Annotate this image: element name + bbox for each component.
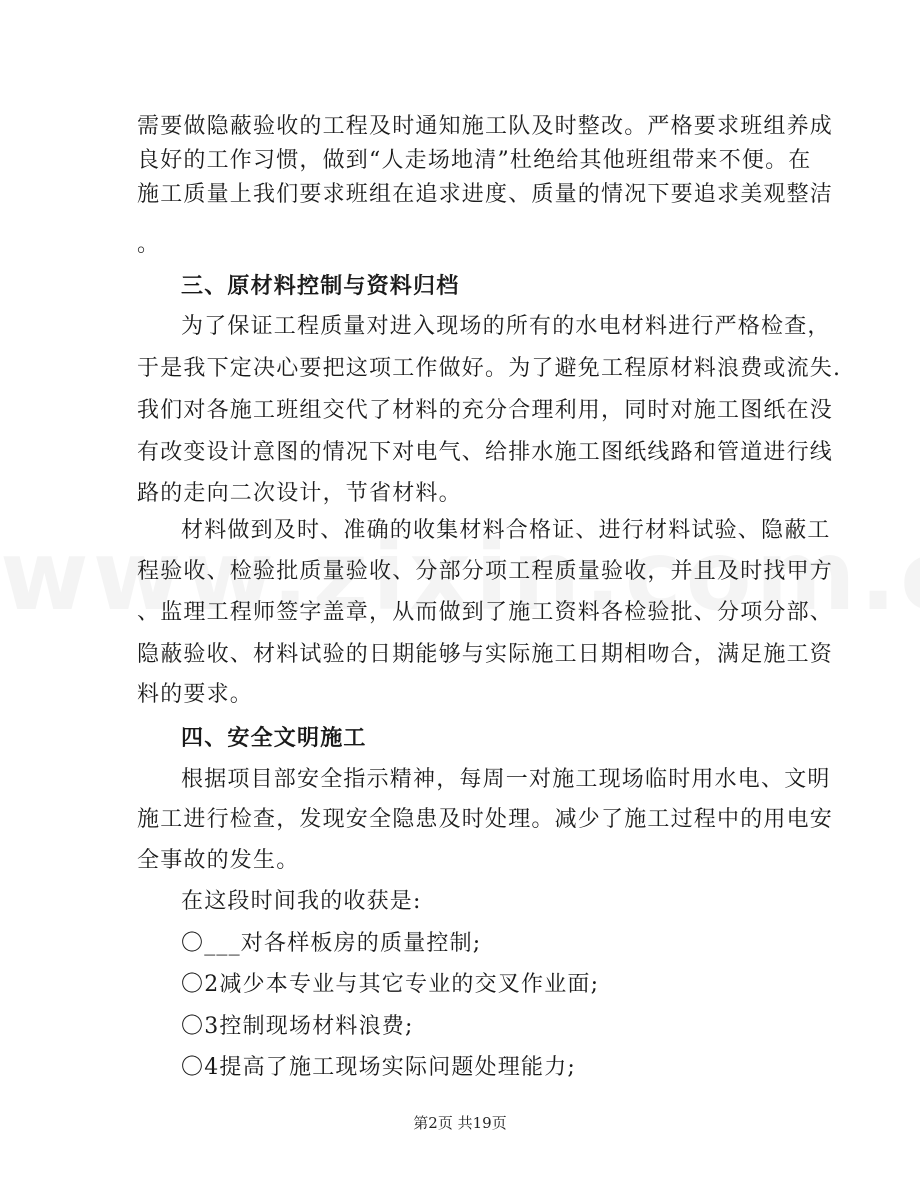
body-line: 我们对各施工班组交代了材料的充分合理利用，同时对施工图纸在没	[137, 398, 834, 423]
body-line: 。	[137, 232, 161, 257]
section-heading-3: 三、原材料控制与资料归档	[181, 273, 460, 299]
body-line: 有改变设计意图的情况下对电气、给排水施工图纸线路和管道进行线	[137, 440, 834, 465]
body-line: 于是我下定决心要把这项工作做好。为了避免工程原材料浪费或流失.	[137, 356, 842, 381]
body-line: 料的要求。	[137, 682, 254, 707]
body-line: 良好的工作习惯，做到“人走场地清”杜绝给其他班组带来不便。在	[137, 148, 812, 173]
list-item: 〇3控制现场材料浪费;	[181, 1014, 414, 1039]
section-heading-4: 四、安全文明施工	[181, 725, 367, 751]
body-line: 隐蔽验收、材料试验的日期能够与实际施工日期相吻合，满足施工资	[137, 642, 834, 667]
body-line: 施工进行检查，发现安全隐患及时处理。减少了施工过程中的用电安	[137, 807, 834, 832]
list-item: 〇4提高了施工现场实际问题处理能力;	[181, 1055, 577, 1080]
harvest-intro: 在这段时间我的收获是:	[181, 889, 422, 914]
body-line: 材料做到及时、准确的收集材料合格证、进行材料试验、隐蔽工	[181, 518, 831, 543]
page-number-footer: 第2页 共19页	[413, 1114, 507, 1132]
body-line: 全事故的发生。	[137, 848, 300, 873]
body-line: 路的走向二次设计，节省材料。	[137, 481, 462, 506]
list-item: 〇___对各样板房的质量控制;	[181, 931, 482, 956]
body-line: 根据项目部安全指示精神，每周一对施工现场临时用水电、文明	[181, 767, 831, 792]
list-item: 〇2减少本专业与其它专业的交叉作业面;	[181, 972, 600, 997]
body-line: 为了保证工程质量对进入现场的所有的水电材料进行严格检查，	[181, 314, 831, 339]
body-line: 施工质量上我们要求班组在追求进度、质量的情况下要追求美观整洁	[137, 182, 834, 207]
body-line: 程验收、检验批质量验收、分部分项工程质量验收，并且及时找甲方	[137, 559, 834, 584]
body-line: 、监理工程师签字盖章，从而做到了施工资料各检验批、分项分部、	[137, 600, 834, 625]
body-line: 需要做隐蔽验收的工程及时通知施工队及时整改。严格要求班组养成	[137, 114, 834, 139]
